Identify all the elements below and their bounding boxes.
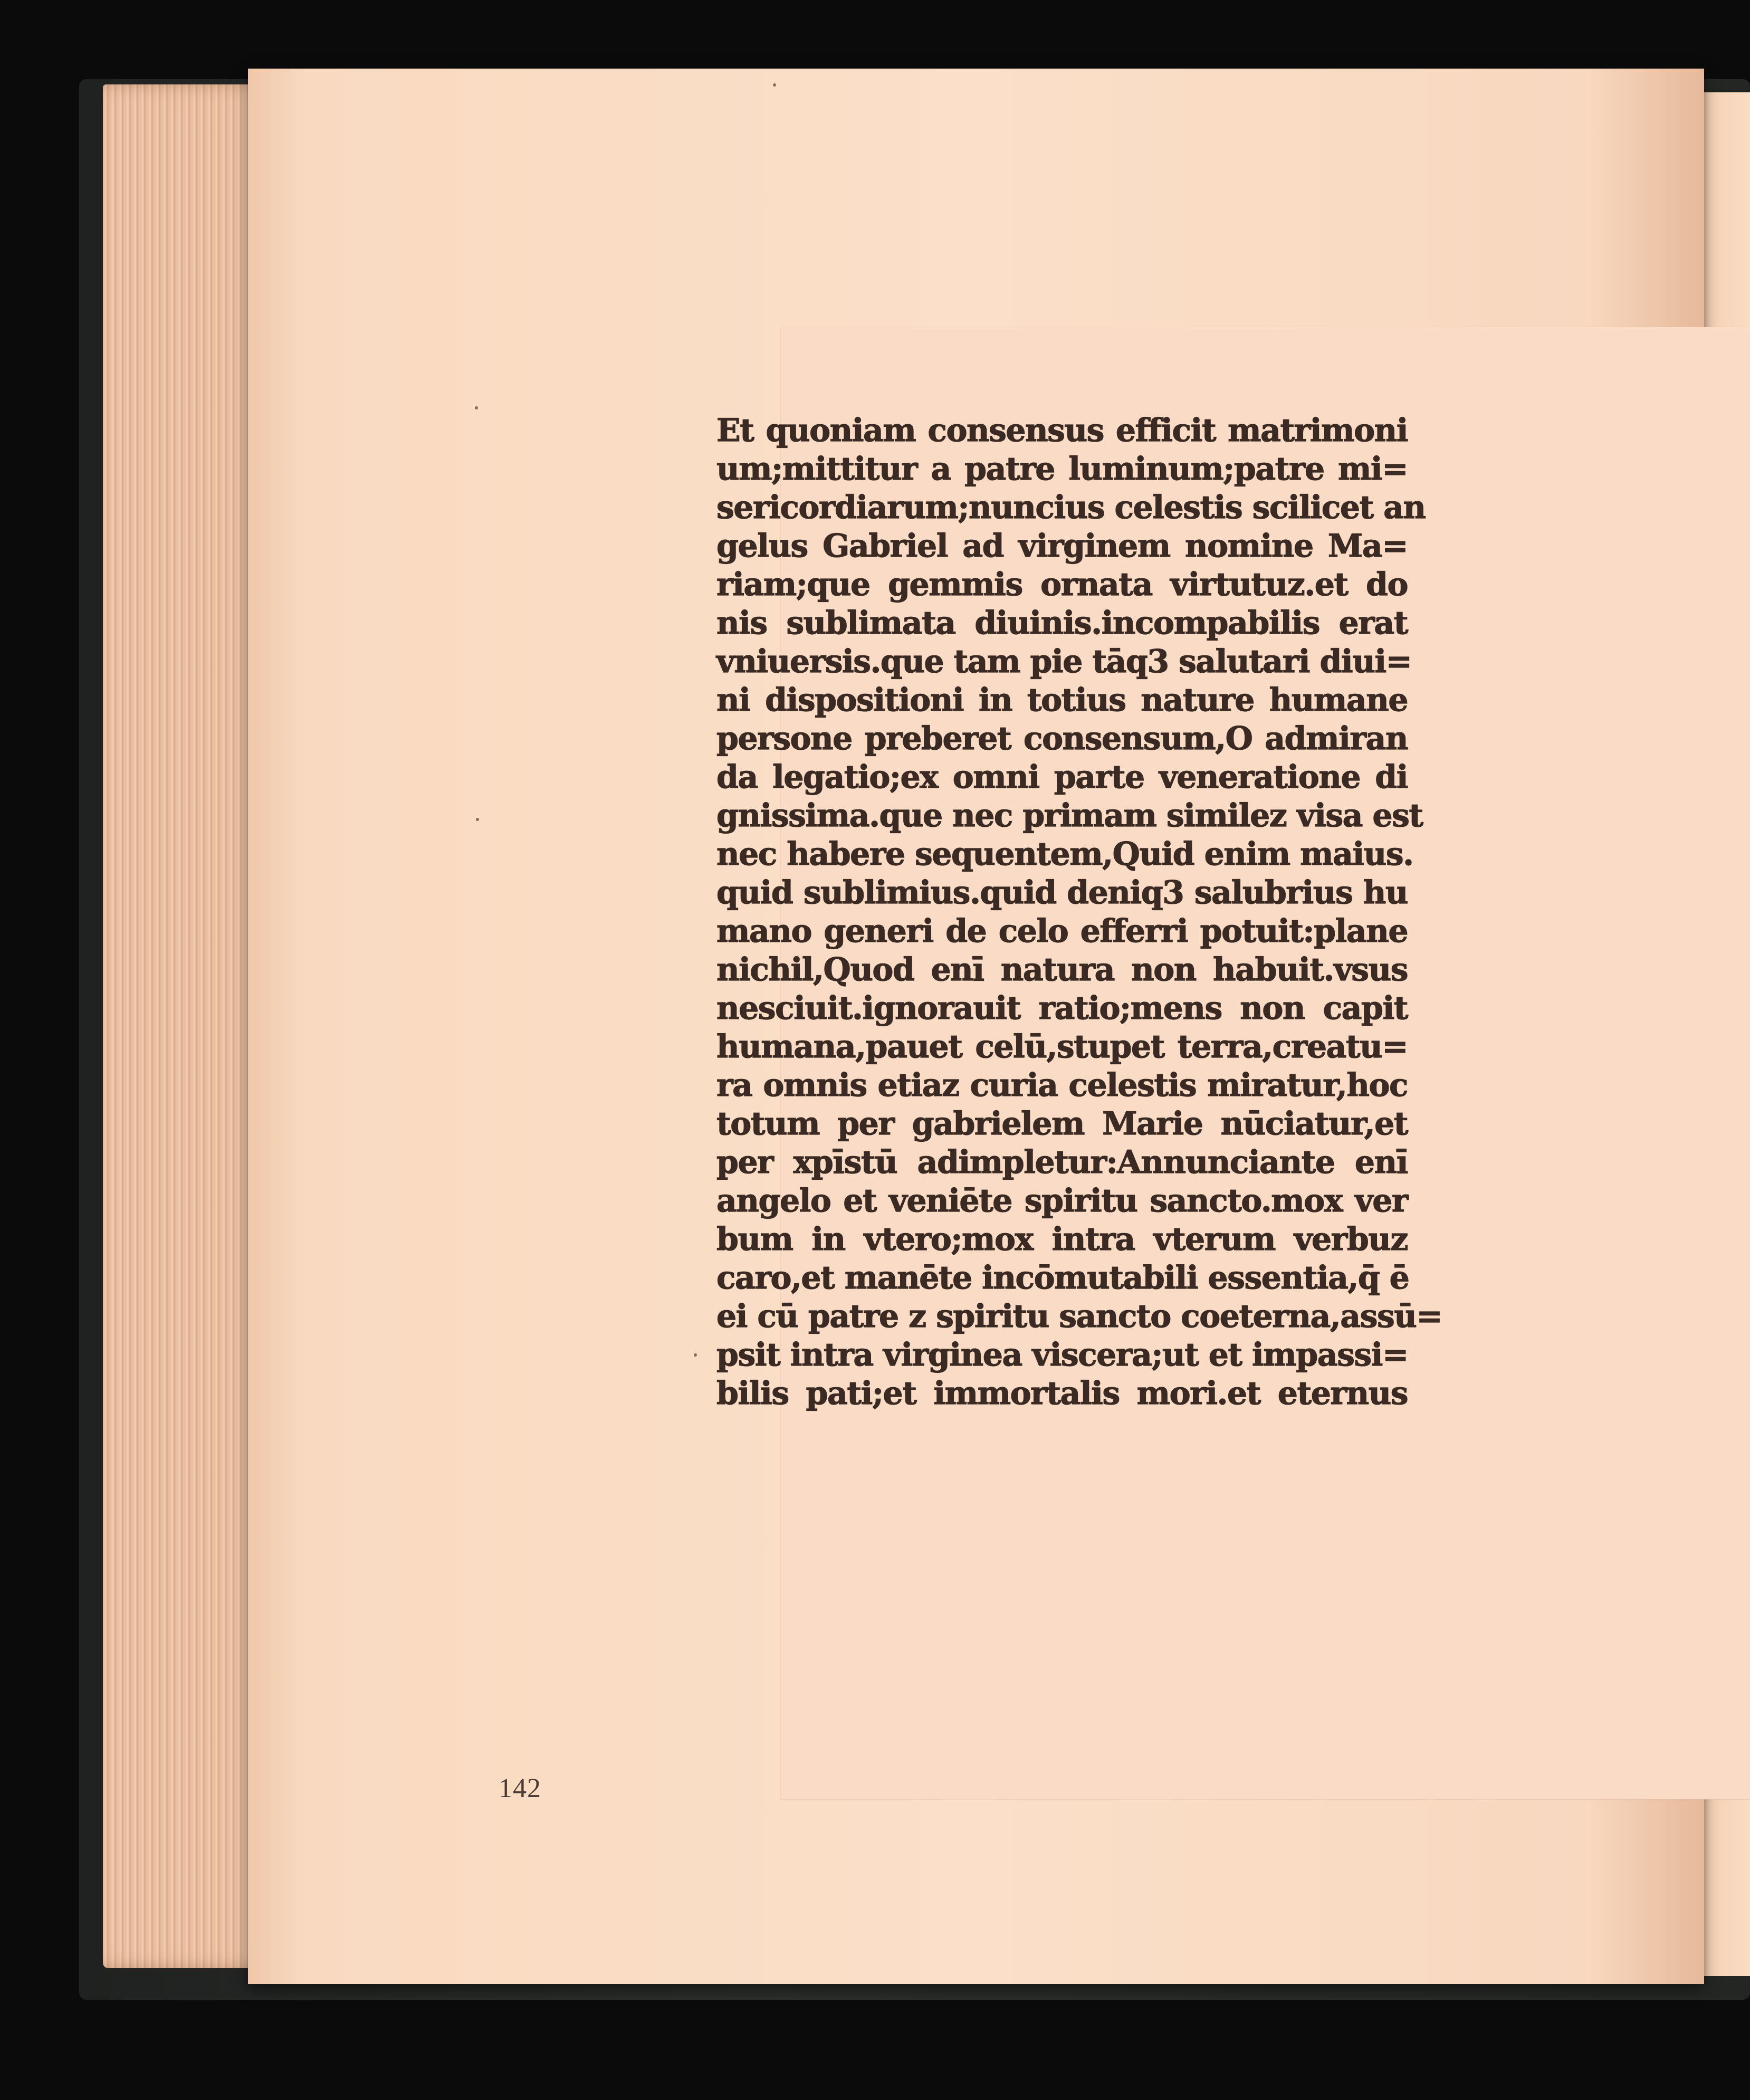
text-line: gnissima.que nec primam similez visa est [716,797,1423,834]
paper-speck [476,818,479,821]
text-line: nis sublimata diuinis.incompabilis erat [716,605,1408,642]
text-line: da legatio;ex omni parte veneratione di [716,759,1408,796]
text-line: ei cū patre z spiritu sancto coeterna,assū= [716,1298,1442,1335]
text-line: gelus Gabriel ad virginem nomine Ma= [716,528,1408,565]
text-line: persone preberet consensum,O admiran [716,720,1408,757]
text-line: sericordiarum;nuncius celestis scilicet an [716,489,1426,526]
text-line: humana,pauet celū,stupet terra,creatu= [716,1028,1408,1065]
text-line: psit intra virginea viscera;ut et impassi= [716,1337,1408,1373]
text-line: per xpīstū adimpletur:Annunciante enī [716,1144,1408,1181]
text-line: mano generi de celo efferri potuit:plane [716,913,1408,950]
text-line: riam;que gemmis ornata virtutuz.et do [716,566,1408,603]
text-line: quid sublimius.quid deniq3 salubrius hu [716,874,1408,911]
paper-speck [475,406,478,409]
text-line: angelo et veniēte spiritu sancto.mox ver [716,1182,1408,1219]
text-line: bilis pati;et immortalis mori.et eternus [716,1375,1408,1412]
text-line: totum per gabrielem Marie nūciatur,et [716,1105,1408,1142]
text-line: caro,et manēte incōmutabili essentia,q̄ ē [716,1259,1409,1296]
text-line: nesciuit.ignorauit ratio;mens non capit [716,990,1408,1027]
gothic-text-block [716,412,1442,1572]
text-line: um;mittitur a patre luminum;patre mi= [716,451,1408,488]
text-line: nec habere sequentem,Quid enim maius. [716,836,1413,873]
text-line: ra omnis etiaz curia celestis miratur,hoc [716,1067,1408,1104]
page-number: 142 [499,1773,541,1803]
paper-speck [773,83,776,87]
text-line: vniuersis.que tam pie tāq3 salutari diui= [716,643,1412,680]
paper-speck [694,1353,697,1357]
text-line: Et quoniam consensus efficit matrimoni [716,412,1408,449]
text-line: nichil,Quod enī natura non habuit.vsus [716,951,1408,988]
text-line: ni dispositioni in totius nature humane [716,682,1408,719]
text-line: bum in vtero;mox intra vterum verbuz [716,1221,1408,1258]
